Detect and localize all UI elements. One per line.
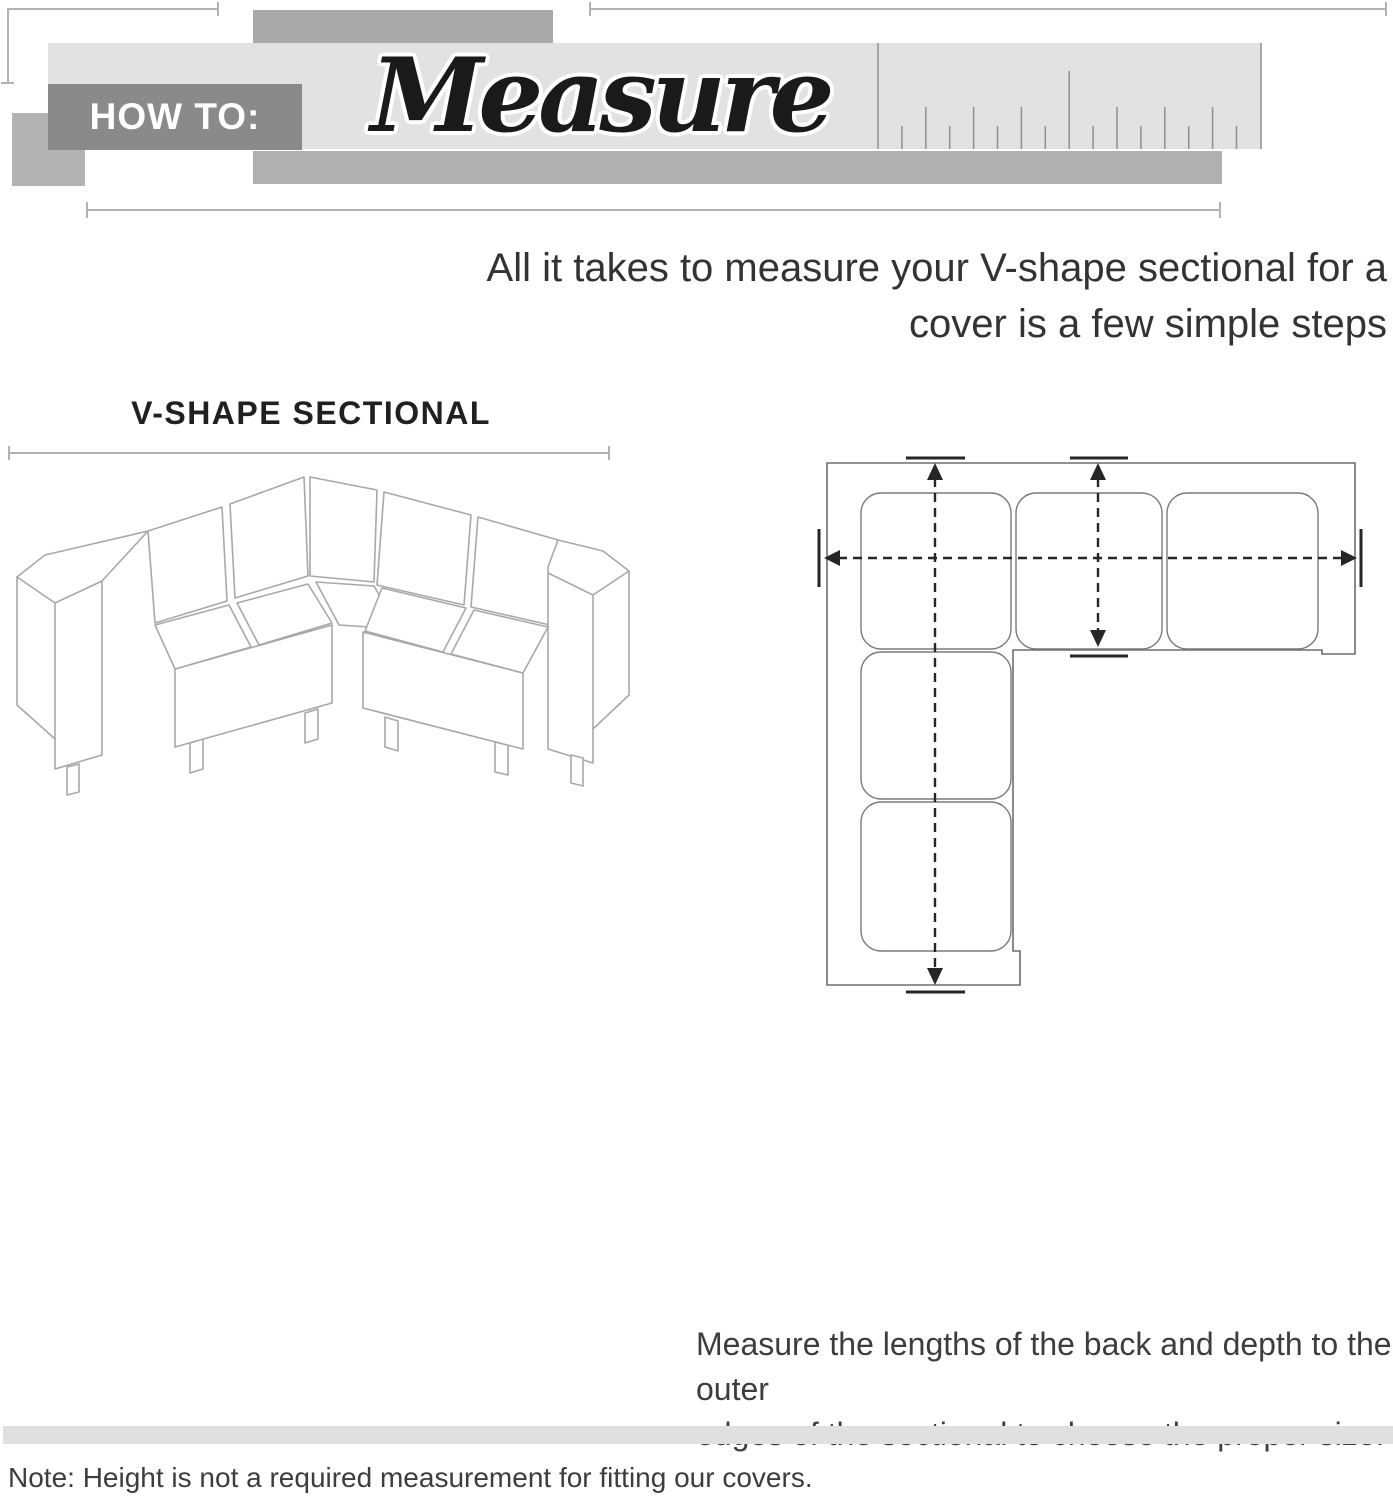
- measure-tick: [1219, 202, 1221, 218]
- measure-line-top-right: [589, 8, 1387, 10]
- intro-line-1: All it takes to measure your V-shape sectional for a: [486, 246, 1387, 290]
- measure-tick: [86, 202, 88, 218]
- back-cushion-corner: [310, 477, 377, 582]
- sofa-leg: [385, 717, 398, 751]
- measure-tick: [1385, 2, 1387, 16]
- bracket-line-left: [7, 8, 9, 84]
- cushion-top-middle: [1016, 493, 1162, 649]
- ruler-icon: [860, 43, 1270, 149]
- sofa-leg: [190, 739, 203, 773]
- back-cushion: [148, 507, 227, 623]
- back-cushion: [377, 492, 471, 605]
- sofa-leg: [571, 755, 583, 786]
- topdown-diagram: [810, 440, 1370, 1000]
- sofa-leg: [67, 764, 79, 795]
- footer-note: Note: Height is not a required measurement for fitting our covers.: [8, 1462, 813, 1493]
- sofa-leg: [305, 709, 318, 743]
- back-cushion: [471, 517, 558, 625]
- page-title: Measure: [370, 36, 830, 156]
- bracket-tick: [1, 82, 14, 84]
- measure-line-sectional: [8, 452, 610, 454]
- measure-tick: [589, 2, 591, 16]
- intro-text: [187, 240, 1387, 352]
- sofa-right-arm: [548, 540, 629, 763]
- back-cushion: [230, 477, 308, 598]
- measure-line-header-bottom: [86, 209, 1221, 211]
- sofa-left-arm: [17, 531, 148, 769]
- instruction-line-1: Measure the lengths of the back and depth to the outer: [696, 1326, 1392, 1407]
- intro-line-2: cover is a few simple steps: [909, 302, 1387, 346]
- bracket-tick: [217, 2, 219, 16]
- sectional-label: V-SHAPE SECTIONAL: [131, 395, 491, 431]
- howto-eyebrow-label: HOW TO:: [89, 96, 261, 137]
- howto-eyebrow: [48, 84, 302, 150]
- footer-divider: [3, 1426, 1393, 1444]
- cushion-top-right: [1167, 493, 1318, 649]
- bracket-line-top-left: [7, 8, 218, 10]
- sofa-leg: [495, 742, 508, 775]
- sectional-sofa-illustration: [5, 455, 645, 800]
